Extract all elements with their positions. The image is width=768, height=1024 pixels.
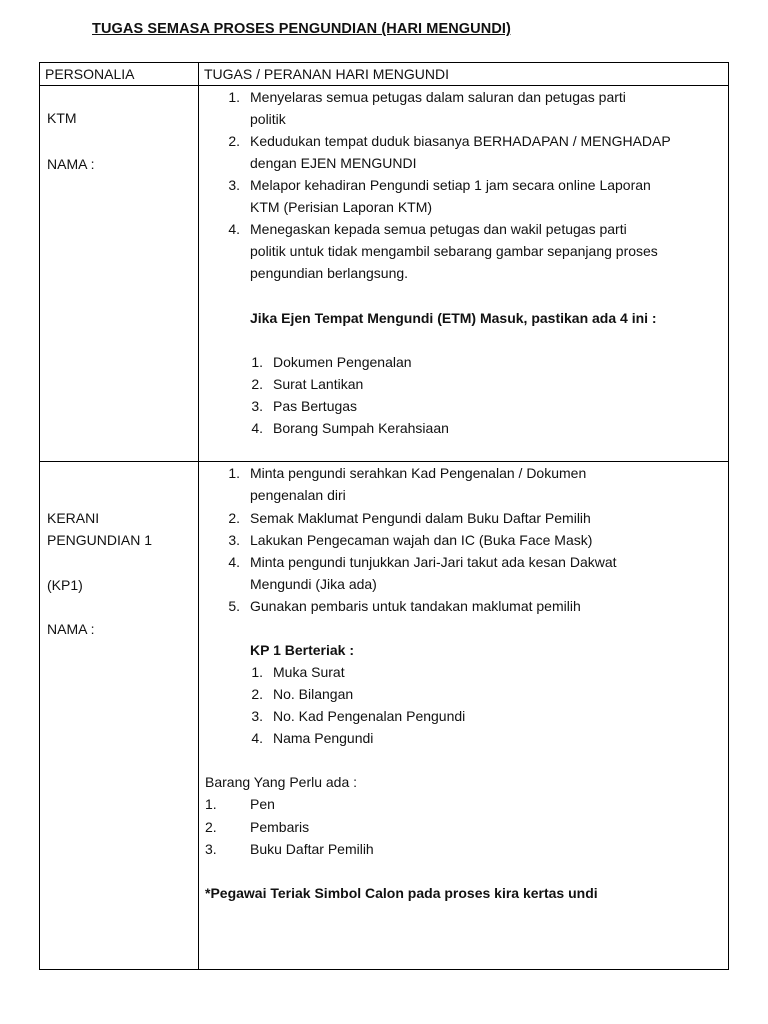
list-item: No. Kad Pengenalan Pengundi (273, 708, 466, 724)
list-item: Muka Surat (273, 664, 345, 680)
list-item-number: 4. (228, 554, 240, 570)
role-ktm: KTM (47, 110, 77, 126)
list-item: Borang Sumpah Kerahsiaan (273, 420, 449, 436)
list-item: Gunakan pembaris untuk tandakan maklumat pemilih (250, 598, 581, 614)
list-item-number: 3. (251, 708, 263, 724)
list-item-number: 3. (251, 398, 263, 414)
list-item-number: 1. (251, 664, 263, 680)
list-item-number: 4. (251, 420, 263, 436)
list-item: pengenalan diri (250, 487, 346, 503)
nama-label-kp1: NAMA : (47, 621, 95, 637)
kp1-shout-heading: KP 1 Berteriak : (250, 642, 355, 658)
list-item: Pen (250, 796, 275, 812)
list-item: KTM (Perisian Laporan KTM) (250, 199, 433, 215)
list-item: Menegaskan kepada semua petugas dan wakil petugas parti (250, 221, 627, 237)
list-item: dengan EJEN MENGUNDI (250, 155, 417, 171)
role-code-kp1: (KP1) (47, 577, 83, 593)
list-item-number: 1. (205, 796, 217, 812)
list-item: Dokumen Pengenalan (273, 354, 412, 370)
list-item: politik (250, 111, 286, 127)
list-item: politik untuk tidak mengambil sebarang gambar sepanjang proses (250, 243, 658, 259)
list-item: Pas Bertugas (273, 398, 358, 414)
list-item-number: 2. (251, 686, 263, 702)
list-item-number: 1. (228, 465, 240, 481)
list-item: Buku Daftar Pemilih (250, 841, 374, 857)
kp1-items-heading: Barang Yang Perlu ada : (205, 774, 358, 790)
list-item: No. Bilangan (273, 686, 354, 702)
list-item-number: 1. (251, 354, 263, 370)
role-kerani-line2: PENGUNDIAN 1 (47, 532, 153, 548)
list-item: Minta pengundi serahkan Kad Pengenalan / Dokumen (250, 465, 587, 481)
list-item: Minta pengundi tunjukkan Jari-Jari takut ada kesan Dakwat (250, 554, 617, 570)
list-item: Melapor kehadiran Pengundi setiap 1 jam secara online Laporan (250, 177, 651, 193)
header-tugas: TUGAS / PERANAN HARI MENGUNDI (204, 66, 450, 82)
kp1-note: *Pegawai Teriak Simbol Calon pada proses kira kertas undi (205, 885, 598, 901)
list-item: Surat Lantikan (273, 376, 364, 392)
list-item-number: 2. (205, 819, 217, 835)
list-item: Menyelaras semua petugas dalam saluran dan petugas parti (250, 89, 626, 105)
list-item: pengundian berlangsung. (250, 265, 409, 281)
list-item-number: 2. (228, 133, 240, 149)
list-item: Nama Pengundi (273, 730, 374, 746)
list-item: Lakukan Pengecaman wajah dan IC (Buka Face Mask) (250, 532, 593, 548)
document-title: TUGAS SEMASA PROSES PENGUNDIAN (HARI MENGUNDI) (92, 21, 511, 37)
header-personalia: PERSONALIA (45, 66, 135, 82)
list-item-number: 4. (251, 730, 263, 746)
nama-label-ktm: NAMA : (47, 156, 95, 172)
list-item-number: 3. (228, 177, 240, 193)
etm-heading: Jika Ejen Tempat Mengundi (ETM) Masuk, pastikan ada 4 ini : (250, 310, 657, 326)
list-item: Mengundi (Jika ada) (250, 576, 377, 592)
list-item-number: 2. (251, 376, 263, 392)
list-item: Kedudukan tempat duduk biasanya BERHADAPAN / MENGHADAP (250, 133, 671, 149)
list-item: Pembaris (250, 819, 310, 835)
column-divider (198, 62, 199, 970)
list-item-number: 2. (228, 510, 240, 526)
list-item-number: 4. (228, 221, 240, 237)
list-item-number: 1. (228, 89, 240, 105)
list-item-number: 3. (228, 532, 240, 548)
role-kerani-line1: KERANI (47, 510, 100, 526)
list-item-number: 3. (205, 841, 217, 857)
list-item: Semak Maklumat Pengundi dalam Buku Daftar Pemilih (250, 510, 591, 526)
list-item-number: 5. (228, 598, 240, 614)
